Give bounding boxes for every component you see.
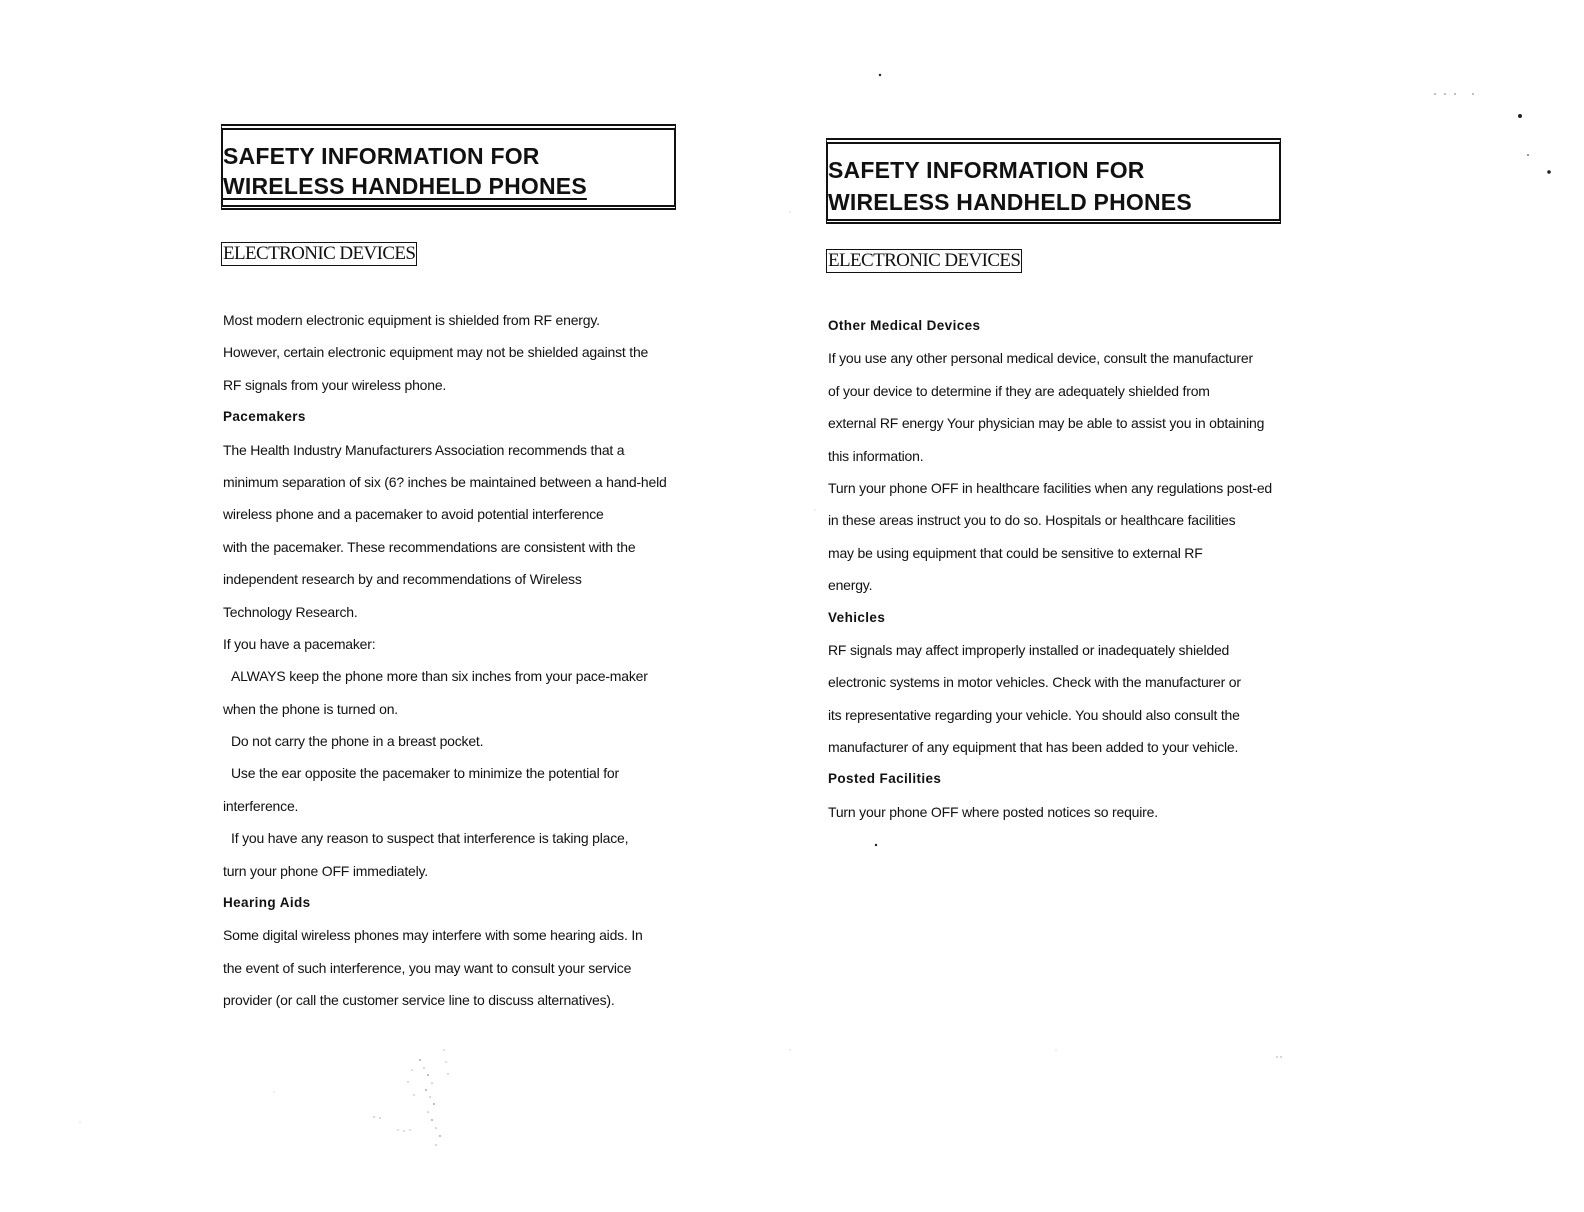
section-heading: ELECTRONIC DEVICES — [828, 250, 1021, 271]
title-box — [826, 138, 1281, 224]
title-line-2: WIRELESS HANDHELD PHONES — [223, 173, 587, 199]
text-line: Do not carry the phone in a breast pocket. — [231, 733, 484, 750]
text-line: wireless phone and a pacemaker to avoid potential interference — [223, 506, 604, 523]
text-line: energy. — [828, 577, 873, 594]
text-line: manufacturer of any equipment that has been added to your vehicle. — [828, 739, 1239, 756]
text-line: If you have a pacemaker: — [223, 635, 376, 652]
text-line: its representative regarding your vehicle. You should also consult the — [828, 706, 1240, 723]
text-line: electronic systems in motor vehicles. Check with the manufacturer or — [828, 674, 1241, 691]
text-line: minimum separation of six (6? inches be maintained between a hand-held — [223, 473, 667, 490]
text-line: Some digital wireless phones may interfere with some hearing aids. In — [223, 927, 643, 944]
left-page — [0, 0, 790, 1212]
text-line: may be using equipment that could be sensitive to external RF — [828, 544, 1203, 561]
title-box — [221, 124, 676, 210]
subheading-vehicles: Vehicles — [828, 609, 886, 625]
text-line: The Health Industry Manufacturers Association recommends that a — [223, 441, 625, 458]
subheading-other-medical-devices: Other Medical Devices — [828, 318, 981, 333]
text-line: turn your phone OFF immediately. — [223, 862, 428, 879]
text-line: ALWAYS keep the phone more than six inches from your pace-maker — [231, 668, 648, 685]
text-line: in these areas instruct you to do so. Hospitals or healthcare facilities — [828, 512, 1236, 529]
body-text — [828, 316, 1348, 834]
text-line: Use the ear opposite the pacemaker to minimize the potential for — [231, 765, 619, 782]
right-page — [790, 0, 1584, 1212]
text-line: provider (or call the customer service line to discuss alternatives). — [223, 992, 615, 1009]
section-heading: ELECTRONIC DEVICES — [223, 243, 416, 264]
text-line: this information. — [828, 447, 924, 464]
text-line: RF signals from your wireless phone. — [223, 376, 447, 393]
subheading-hearing-aids: Hearing Aids — [223, 895, 311, 911]
text-line: If you have any reason to suspect that interference is taking place, — [231, 830, 629, 847]
subheading-posted-facilities: Posted Facilities — [828, 771, 942, 787]
text-line: the event of such interference, you may want to consult your service — [223, 959, 632, 976]
text-line: of your device to determine if they are adequately shielded from — [828, 382, 1210, 399]
text-line: with the pacemaker. These recommendations are consistent with the — [223, 538, 636, 555]
text-line: RF signals may affect improperly installed or inadequately shielded — [828, 641, 1230, 658]
text-line: Technology Research. — [223, 603, 358, 620]
text-line: independent research by and recommendations of Wireless — [223, 571, 582, 588]
text-line: external RF energy Your physician may be able to assist you in obtaining — [828, 415, 1265, 432]
text-line: Most modern electronic equipment is shielded from RF energy. — [223, 312, 600, 328]
body-text — [223, 310, 743, 1023]
title-line-1: SAFETY INFORMATION FOR — [223, 143, 540, 169]
text-line: Turn your phone OFF in healthcare facilities when any regulations post-ed — [828, 479, 1273, 496]
text-line: Turn your phone OFF where posted notices so require. — [828, 803, 1158, 820]
title-line-2: WIRELESS HANDHELD PHONES — [828, 189, 1192, 215]
title-line-1: SAFETY INFORMATION FOR — [828, 157, 1145, 183]
text-line: If you use any other personal medical device, consult the manufacturer — [828, 350, 1253, 367]
text-line: interference. — [223, 797, 299, 814]
text-line: when the phone is turned on. — [223, 700, 398, 717]
text-line: However, certain electronic equipment may not be shielded against the — [223, 344, 649, 361]
subheading-pacemakers: Pacemakers — [223, 409, 306, 425]
